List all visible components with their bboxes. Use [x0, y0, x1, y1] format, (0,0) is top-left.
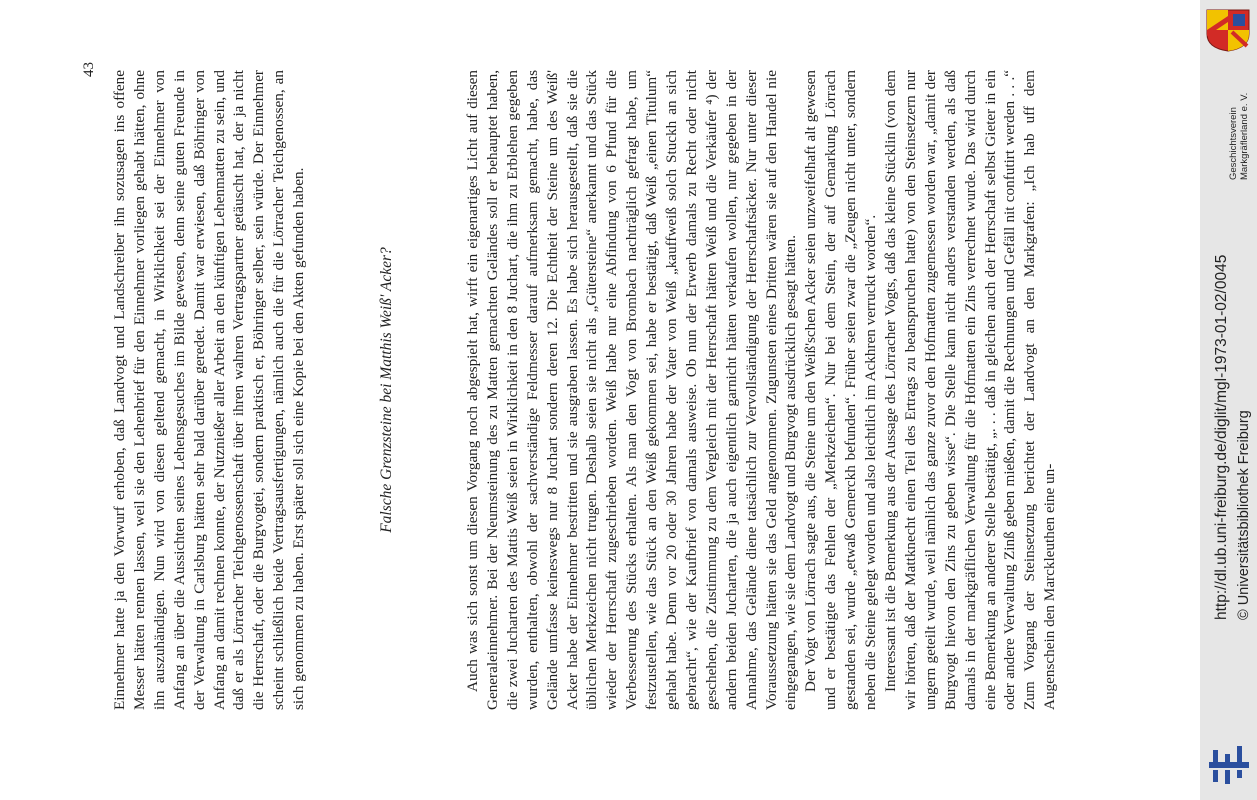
page-number: 43 — [81, 62, 97, 77]
verein-line: Markgräflerland e. V. — [1239, 92, 1250, 180]
paragraph: Interessant ist die Bemerkung aus der Aussage des Lörracher Vogts, daß das kleine Stücklin (von dem wir hörten, daß der Mattknecht einen Teil des Ertrags zu beanspruchen hatte) von den Steinsetzern nur ungern geteilt wurde, weil nämlich das ganze zuvor den Hofmatten zugemessen worden war, „damit der Burgvogt hievon den Zins zu geben wisse“. Die Stelle kann nicht anders verstanden werden, als daß damals in der markgräflichen Verwaltung für die Hofmatten ein Zins verrechnet wurde. Das wird durch eine Bemerkung an anderer Stelle bestätigt, „. . . daß in gleichen auch der Herrschaft selbst Gieter in ein oder andere Verwaltung Zinß geben mießen, damit die Rechnungen und Gefäll nit confutirt werden . . .“ Zum Vorgang der Steinsetzung berichtet der Landvogt an den Markgrafen: „Ich hab uff dem Augenschein den Marckleuthen eine un- — [882, 70, 1059, 710]
section-heading: Falsche Grenzsteine bei Matthis Weiß' Acker? — [378, 247, 396, 533]
text-block-top — [110, 70, 309, 710]
text-block-bottom — [463, 70, 1060, 710]
crest-icon — [1205, 8, 1251, 52]
paragraph: Einnehmer hatte ja den Vorwurf erhoben, daß Landvogt und Landschreiber ihn sozusagen ins offene Messer hätten rennen lassen, weil sie den Lehenbrief für den Einnehmer vorliegen gehabt hätten, ohne ihn auszuhändigen. Nun wird von diesen geltend gemacht, in Wirklichkeit sei der Einnehmer von Anfang an über die Aussichten seines Lehensgesuches im Bilde gewesen, denn seine guten Freunde in der Verwaltung in Carlsburg hätten sehr bald darüber geredet. Damit war erwiesen, daß Böhringer von Anfang an damit rechnen konnte, der Nutznießer aller Arbeit an den künftigen Lehenmatten zu sein, und daß er als Lörracher Teichgenossenschaft über ihren wahren Vertragspartner getäuscht hat, der ja nicht die Herrschaft, oder die Burgvogtei, sondern praktisch er, Böhringer selber, sein würde. Der Einnehmer scheint schließlich beide Vertragsausfertigungen, nämlich auch die für die Lörracher Teichgenossen, an sich genommen zu haben. Erst später soll sich eine Kopie bei den Akten gefunden haben. — [111, 70, 308, 710]
verein-label — [1228, 93, 1250, 180]
copyright-text: © Universitätsbibliothek Freiburg — [1236, 410, 1252, 620]
verein-line: Geschichtsverein — [1228, 107, 1239, 180]
rotated-page — [80, 0, 1200, 800]
paragraph: Auch was sich sonst um diesen Vorgang noch abgespielt hat, wirft ein eigenartiges Licht auf diesen Generaleinnehmer. Bei der Neumsteinung des zu Matten gemachten Geländes soll er behauptet haben, die zwei Jucharten des Mattis Weiß seien in Wirklichkeit in den 8 Juchart, die ihm zu Erblehen gegeben wurden, enthalten, obwohl der sachverständige Feldmesser darauf aufmerksam gemacht, habe, das Gelände umfasse keineswegs nur 8 Juchart sondern deren 12. Die Echtheit der Steine um des Weiß' Acker habe der Einnehmer bestritten und sie ausgraben lassen. Es habe sich herausgestellt, daß sie die üblichen Merkzeichen nicht trugen. Deshalb seien sie nicht als „Gütersteine“ anerkannt und das Stück wieder der Herrschaft zugeschrieben worden. Weiß habe nur eine Abfindung von 6 Pfund für die Verbesserung des Stücks erhalten. Als man den Vogt von Brombach nachträglich gefragt habe, um festzustellen, wie das Stück an den Weiß gekommen sei, habe er bestätigt, daß Weiß „einen Titulum“ gehabt habe. Denn vor 20 oder 30 Jahren habe der Vater von Weiß „kauffweiß solch Stuckh an sich gebracht“, wie der Kaufbrief von damals ausweise. Ob nun der Erwerb damals zu Recht oder nicht geschehen, die Zustimmung zu dem Vergleich mit der Herrschaft hätten Weiß und die Verkäufer ⁴) der andern beiden Jucharten, die ja auch eigentlich garnicht hätten verkaufen wollen, nur gegeben in der Annahme, das Gelände diene tatsächlich zur Vervollständigung der Herrschaftsäcker. Nur unter dieser Voraussetzung hätten sie das Geld angenommen. Zugunsten eines Dritten wären sie auf den Handel nie eingegangen, wie sie dem Landvogt und Burgvogt ausdrücklich gesagt hätten. — [463, 70, 800, 710]
ub-freiburg-logo-icon — [1207, 744, 1251, 788]
source-url[interactable]: http://dl.ub.uni-freiburg.de/diglit/mgl-1973-01-02/0045 — [1213, 254, 1230, 620]
paragraph: Der Vogt von Lörrach sagte aus, die Steine um den Weiß'schen Acker seien unzweifelhaft alt gewesen und er bestätigte das Fehlen der „Merkzeichen“. Nur bei dem Stein, der auf Gemarkung Lörrach gestanden sei, wurde „etwaß Gemerckh befunden“. Früher seien zwar die „Zeugen nicht unter, sondern neben die Steine gelegt worden und also leichtlich im Ackhren verruckt worden“. — [802, 70, 880, 710]
